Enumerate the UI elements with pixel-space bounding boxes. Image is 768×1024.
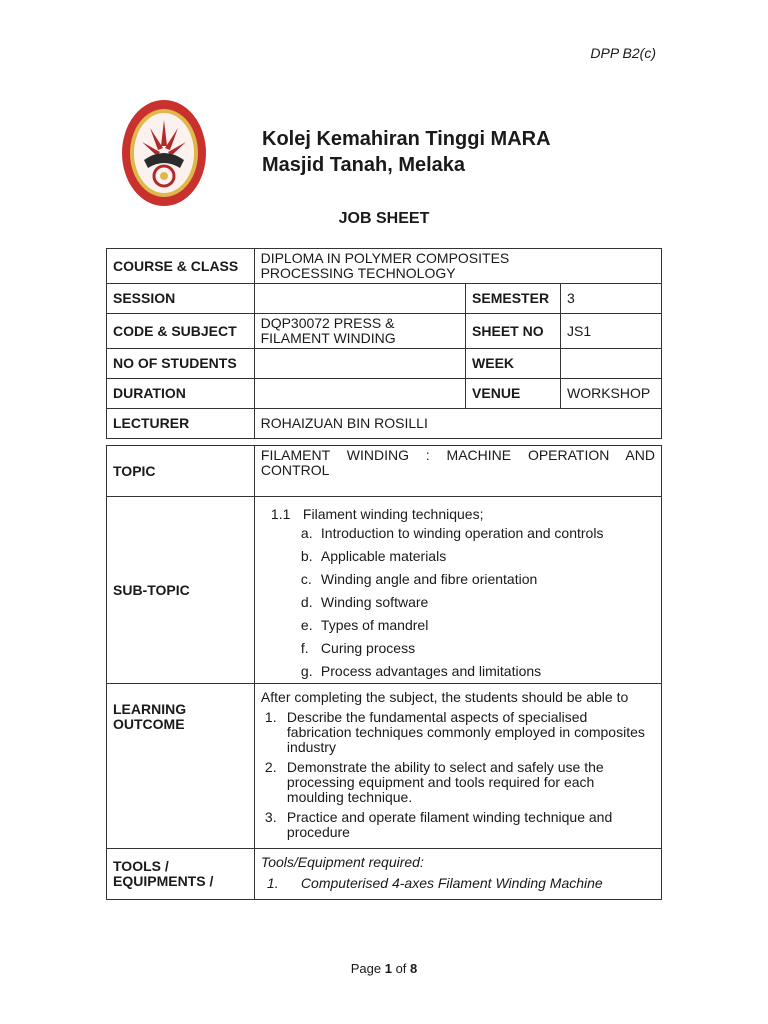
item-text: Computerised 4-axes Filament Winding Machine <box>300 875 603 891</box>
item-letter: d. <box>300 594 313 610</box>
students-label: NO OF STUDENTS <box>107 349 255 379</box>
item-letter: c. <box>300 571 312 587</box>
week-value <box>561 349 662 379</box>
semester-label: SEMESTER <box>466 284 561 314</box>
week-label: WEEK <box>466 349 561 379</box>
sheet-label: SHEET NO <box>466 314 561 349</box>
item-text: Process advantages and limitations <box>320 663 542 679</box>
subtopic-label: SUB-TOPIC <box>107 497 255 684</box>
venue-value: WORKSHOP <box>561 379 662 409</box>
duration-row <box>107 379 662 409</box>
institution-line-1: Kolej Kemahiran Tinggi MARA <box>262 128 551 150</box>
topic-table <box>106 445 662 900</box>
page-title: JOB SHEET <box>338 210 430 227</box>
sheet-value: JS1 <box>561 314 662 349</box>
list-item <box>301 526 655 541</box>
learning-content <box>254 684 661 849</box>
item-number: 3. <box>264 809 277 825</box>
subtopic-heading-text: Filament winding techniques; <box>302 506 484 522</box>
topic-row <box>107 446 662 497</box>
job-info-table <box>106 248 662 439</box>
code-row <box>107 314 662 349</box>
item-letter: e. <box>300 617 313 633</box>
session-label: SESSION <box>107 284 255 314</box>
item-number: 1. <box>266 875 279 891</box>
learning-row <box>107 684 662 849</box>
item-text: Winding software <box>320 594 429 610</box>
item-text: Practice and operate filament winding technique and procedure <box>286 809 613 840</box>
current-page: 1 <box>384 961 392 976</box>
list-item <box>301 641 655 656</box>
list-item <box>301 572 655 587</box>
session-row <box>107 284 662 314</box>
item-text: Demonstrate the ability to select and safely use the processing equipment and tools required for each moulding technique. <box>286 759 604 805</box>
duration-label: DURATION <box>107 379 255 409</box>
page-word: Page <box>350 961 382 976</box>
lecturer-label: LECTURER <box>107 409 255 439</box>
list-item <box>301 595 655 610</box>
item-text: Types of mandrel <box>320 617 429 633</box>
item-number: 2. <box>264 759 277 775</box>
item-letter: a. <box>300 525 313 541</box>
item-letter: g. <box>300 663 313 679</box>
institution-name <box>262 126 551 178</box>
tools-content <box>254 849 661 900</box>
learning-label: LEARNING OUTCOME <box>107 684 255 849</box>
learning-intro: After completing the subject, the students should be able to <box>260 689 629 705</box>
item-text: Describe the fundamental aspects of specialised fabrication techniques commonly employed in composites industry <box>286 709 645 755</box>
code-label: CODE & SUBJECT <box>107 314 255 349</box>
tools-list <box>261 876 655 891</box>
subtopic-heading <box>271 507 655 522</box>
topic-value: FILAMENT WINDING : MACHINE OPERATION AND CONTROL <box>254 446 661 497</box>
list-item <box>261 710 655 755</box>
institution-line-2: Masjid Tanah, Melaka <box>262 154 466 176</box>
subtopic-content <box>254 497 661 684</box>
learning-list <box>261 710 655 840</box>
subtopic-row <box>107 497 662 684</box>
list-item <box>301 618 655 633</box>
item-text: Curing process <box>320 640 416 656</box>
item-number: 1. <box>264 709 277 725</box>
lecturer-value: ROHAIZUAN BIN ROSILLI <box>254 409 661 439</box>
semester-value: 3 <box>561 284 662 314</box>
session-value <box>254 284 465 314</box>
subtopic-number: 1.1 <box>270 506 291 522</box>
topic-label: TOPIC <box>107 446 255 497</box>
list-item <box>261 810 655 840</box>
list-item <box>261 760 655 805</box>
item-letter: b. <box>300 548 313 564</box>
course-label: COURSE & CLASS <box>107 249 255 284</box>
venue-label: VENUE <box>466 379 561 409</box>
tools-intro: Tools/Equipment required: <box>260 854 424 870</box>
list-item <box>301 664 655 679</box>
item-text: Winding angle and fibre orientation <box>320 571 538 587</box>
of-word: of <box>395 961 407 976</box>
duration-value <box>254 379 465 409</box>
course-value: DIPLOMA IN POLYMER COMPOSITES PROCESSING TECHNOLOGY <box>254 249 661 284</box>
page-number <box>0 961 768 976</box>
item-text: Introduction to winding operation and controls <box>320 525 604 541</box>
code-value: DQP30072 PRESS & FILAMENT WINDING <box>254 314 465 349</box>
item-text: Applicable materials <box>320 548 447 564</box>
item-letter: f. <box>300 640 309 656</box>
list-item <box>261 876 655 891</box>
list-item <box>301 549 655 564</box>
college-logo <box>120 98 208 208</box>
students-row <box>107 349 662 379</box>
course-row <box>107 249 662 284</box>
lecturer-row <box>107 409 662 439</box>
subtopic-list <box>261 526 655 679</box>
total-pages: 8 <box>410 961 418 976</box>
document-reference: DPP B2(c) <box>590 45 656 61</box>
tools-label: TOOLS / EQUIPMENTS / <box>107 849 255 900</box>
students-value <box>254 349 465 379</box>
tools-row <box>107 849 662 900</box>
